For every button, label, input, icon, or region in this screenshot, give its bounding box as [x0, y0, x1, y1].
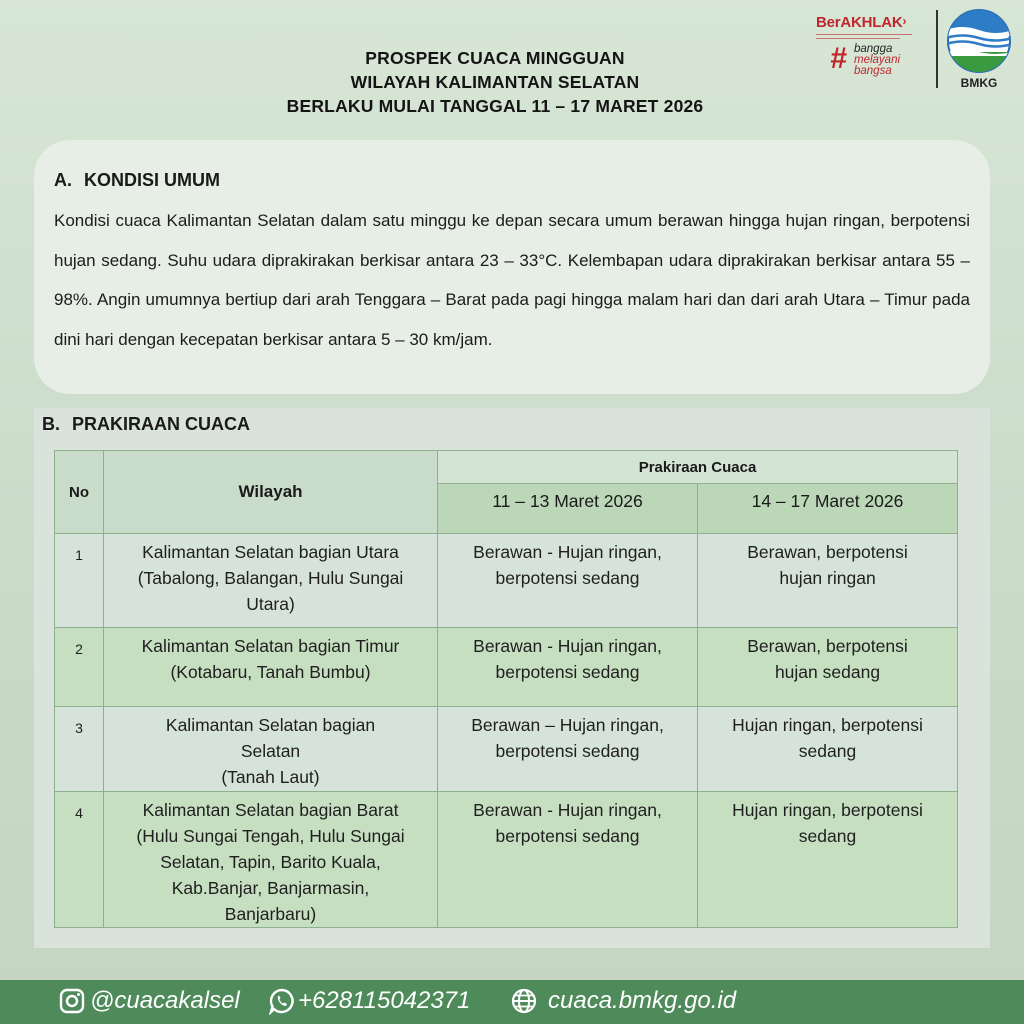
logo-divider	[936, 10, 938, 88]
section-b-title: PRAKIRAAN CUACA	[72, 414, 250, 434]
instagram-icon[interactable]	[58, 987, 86, 1015]
page-title	[180, 46, 810, 118]
globe-icon	[510, 987, 538, 1015]
header-prakiraan: Prakiraan Cuaca	[438, 451, 958, 484]
row-number: 2	[55, 628, 104, 707]
forecast-table	[54, 450, 958, 928]
section-b-number: B.	[42, 414, 60, 434]
row-number: 1	[55, 534, 104, 628]
table-row	[55, 792, 958, 928]
table-row	[55, 628, 958, 707]
row-period-2: Hujan ringan, berpotensi sedang	[698, 792, 958, 928]
logo-group	[816, 8, 1012, 90]
instagram-handle[interactable]: @cuacakalsel	[90, 987, 240, 1014]
section-b-heading	[42, 414, 250, 435]
header-period-1: 11 – 13 Maret 2026	[438, 484, 698, 534]
chevron-icon: ›	[902, 14, 907, 28]
row-wilayah-line-1: Kalimantan Selatan bagian Selatan	[165, 715, 376, 761]
row-period-1: Berawan - Hujan ringan, berpotensi sedang	[438, 628, 698, 707]
row-wilayah: Kalimantan Selatan bagian Barat (Hulu Sungai Tengah, Hulu Sungai Selatan, Tapin, Barito Kuala, Kab.Banjar, Banjarmasin, Banjarbaru)	[104, 792, 438, 928]
whatsapp-icon[interactable]	[268, 987, 296, 1015]
row-wilayah	[104, 707, 438, 792]
berakhlak-text: BerAKHLAK	[816, 14, 903, 31]
row-period-2: Berawan, berpotensi hujan sedang	[698, 628, 958, 707]
row-period-2: Hujan ringan, berpotensi sedang	[698, 707, 958, 792]
row-wilayah-line-2: (Tanah Laut)	[221, 767, 320, 787]
section-a-heading	[54, 170, 220, 191]
table-row	[55, 707, 958, 792]
bmkg-logo	[946, 8, 1012, 90]
bangga-word: bangga	[854, 43, 893, 55]
row-period-1: Berawan – Hujan ringan, berpotensi sedang	[438, 707, 698, 792]
title-line-2: WILAYAH KALIMANTAN SELATAN	[350, 72, 640, 92]
row-wilayah: Kalimantan Selatan bagian Utara (Tabalong, Balangan, Hulu Sungai Utara)	[104, 534, 438, 628]
row-period-1: Berawan - Hujan ringan, berpotensi sedang	[438, 792, 698, 928]
bmkg-text: BMKG	[960, 76, 998, 90]
whatsapp-number[interactable]: +628115042371	[298, 987, 471, 1014]
title-line-1: PROSPEK CUACA MINGGUAN	[365, 48, 625, 68]
title-line-3: BERLAKU MULAI TANGGAL 11 – 17 MARET 2026	[286, 96, 704, 116]
row-period-1: Berawan - Hujan ringan, berpotensi sedang	[438, 534, 698, 628]
berakhlak-logo	[816, 14, 926, 42]
header-period-2: 14 – 17 Maret 2026	[698, 484, 958, 534]
bmkg-emblem-icon	[946, 8, 1012, 74]
row-wilayah: Kalimantan Selatan bagian Timur (Kotabaru, Tanah Bumbu)	[104, 628, 438, 707]
header-no: No	[55, 451, 104, 534]
section-a-number: A.	[54, 170, 72, 190]
melayani-word: melayani	[854, 54, 901, 66]
bangsa-word: bangsa	[854, 65, 892, 77]
table-row	[55, 534, 958, 628]
website-link[interactable]: cuaca.bmkg.go.id	[548, 987, 737, 1014]
hashtag-icon: #	[830, 42, 847, 75]
row-number: 4	[55, 792, 104, 928]
section-a-title: KONDISI UMUM	[84, 170, 220, 190]
berakhlak-tagline	[816, 32, 926, 42]
general-conditions-text: Kondisi cuaca Kalimantan Selatan dalam satu minggu ke depan secara umum berawan hingga hujan ringan, berpotensi hujan sedang. Suhu udara diprakirakan berkisar antara 23 – 33°C. Kelembapan udara diprakirakan berkisar antara 55 – 98%. Angin umumnya bertiup dari arah Tenggara – Barat pada pagi hingga malam hari dan dari arah Utara – Timur pada dini hari dengan kecepatan berkisar antara 5 – 30 km/jam.	[54, 211, 970, 349]
row-number: 3	[55, 707, 104, 792]
row-period-2: Berawan, berpotensi hujan ringan	[698, 534, 958, 628]
header-wilayah: Wilayah	[104, 451, 438, 534]
